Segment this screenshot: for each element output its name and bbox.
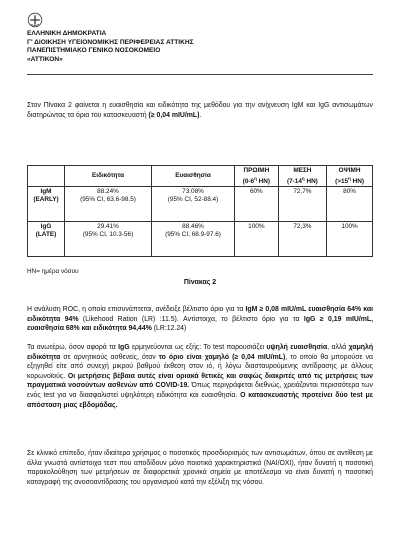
table-header-sensitivity: Ευαισθησία — [152, 166, 235, 187]
table-header-empty — [28, 166, 65, 187]
late-cell: 100% — [327, 222, 373, 257]
sensitivity-cell: 73.08% (95% CI, 52-88.4) — [152, 187, 235, 222]
letterhead — [27, 30, 194, 64]
row-label: IgM (EARLY) — [28, 187, 65, 222]
intro-paragraph — [27, 101, 373, 120]
early-cell: 60% — [235, 187, 279, 222]
letterhead-line3: ΠΑΝΕΠΙΣΤΗΜΙΑΚΟ ΓΕΝΙΚΟ ΝΟΣΟΚΟΜΕΙΟ — [27, 47, 161, 55]
late-cell: 80% — [327, 187, 373, 222]
letterhead-line4: «ΑΤΤΙΚΟΝ» — [27, 55, 63, 63]
roc-paragraph: Η ανάλυση ROC, η οποία επισυνάπτεται, ανέδειξε βέλτιστο όριο για τα IgM ≥ 0,08 mIU/mL ευαισθησία 64% και ειδικότητα 94% (Likehood Ration (LR) :11.5). Αντίστοιχα, το βέλτιστο όριο για τα IgG ≥ 0,19 mIU/mL, ευαισθησία 68% και ειδικότητα 94,44% (LR:12.24) — [27, 306, 373, 333]
interpretation-paragraph: Τα ανωτέρω, όσον αφορά τα IgG ερμηνεύονται ως εξής: Το test παρουσιάζει υψηλή ευαισθησία, αλλά χαμηλή ειδικότητα σε αρνητικούς ασθενείς, όταν το όριο είναι χαμηλό (≥ 0,04 mIU/mL), το οποίο θα μπορούσε να εξηγηθεί είτε από συνεχή μικρού βαθμού έκθεση στον ιό, ή λόγω διασταυρούμενης αντίδρασης με άλλους κορωνοϊούς. Οι μετρήσεις βέβαια αυτές είναι οριακά θετικές και σαφώς διακριτές από τις μετρήσεις των πραγματικά νοσούντων ασθενών από COVID-19. Όπως περιγράφεται διεθνώς, χρειάζονται περισσότερα των ενός test για να διασφαλιστεί υψηλότερη ειδικότητα και ευαισθησία. Ο κατασκευαστής προτείνει δύο test με απόσταση μιας εβδομάδας. — [27, 344, 374, 409]
table-row — [28, 187, 373, 222]
table-header-late: ΟΨΙΜΗ ($>15^\eta$ HN) — [327, 166, 373, 187]
header-divider — [27, 74, 373, 75]
greek-emblem-icon — [27, 12, 43, 28]
letterhead-line1: ΕΛΛΗΝΙΚΗ ΔΗΜΟΚΡΑΤΙΑ — [27, 30, 107, 37]
letterhead-line2: Γ' ΔΙΟΙΚΗΣΗ ΥΓΕΙΟΝΟΜΙΚΗΣ ΠΕΡΙΦΕΡΕΙΑΣ ΑΤΤΙΚΗΣ — [27, 38, 194, 46]
clinical-paragraph: Σε κλινικό επίπεδο, ήταν ιδιαίτερα χρήσιμος ο ποσοτικός προσδιορισμός των αντισωμάτων, όπου σε αντίθεση με άλλα γνωστά αντίστοιχα τεστ που αποδίδουν μόνο ποιοτικά χαρακτηριστικά (NAI/OXI), ήταν δυνατή η ποσοτική παρακολούθηση των μετρήσεων σε διαφορετικά χρονικά σημεία με αποτέλεσμα να είναι δυνατή η ποσοτική καταγραφή της ανοσοαντίδρασης του οργανισμού κατά την εξέλιξη της νόσου. — [27, 450, 373, 486]
mid-cell: 72,3% — [278, 222, 326, 257]
row-label: IgG (LATE) — [28, 222, 65, 257]
early-cell: 100% — [235, 222, 279, 257]
table-caption: Πίνακας 2 — [183, 279, 217, 286]
table-header-early: ΠΡΩΙΜΗ ($0-6^\eta$ HN) — [235, 166, 279, 187]
results-table — [27, 165, 373, 257]
table-row — [28, 222, 373, 257]
intro-text: Στον Πίνακα 2 φαίνεται η ευαισθησία και ειδικότητα της μεθόδου για την ανίχνευση IgM και IgG αντισωμάτων διατηρώντας τα όρια του κατασκευαστή — [27, 102, 373, 119]
specificity-cell: 88.24% (95% CI, 63.6-98.5) — [65, 187, 152, 222]
table-note: ΗΝ= ημέρα νόσου — [27, 268, 79, 275]
intro-threshold: (≥ 0,04 mIU/mL) — [148, 111, 200, 119]
table-header-specificity: Ειδικότητα — [65, 166, 152, 187]
intro-end: . — [199, 111, 202, 119]
sensitivity-cell: 88.46% (95% CI, 68.9-97.6) — [152, 222, 235, 257]
table-header-mid: ΜΕΣΗ ($7-14^\eta$ HN) — [278, 166, 326, 187]
mid-cell: 72,7% — [278, 187, 326, 222]
specificity-cell: 29.41% (95% CI, 10.3-56) — [65, 222, 152, 257]
